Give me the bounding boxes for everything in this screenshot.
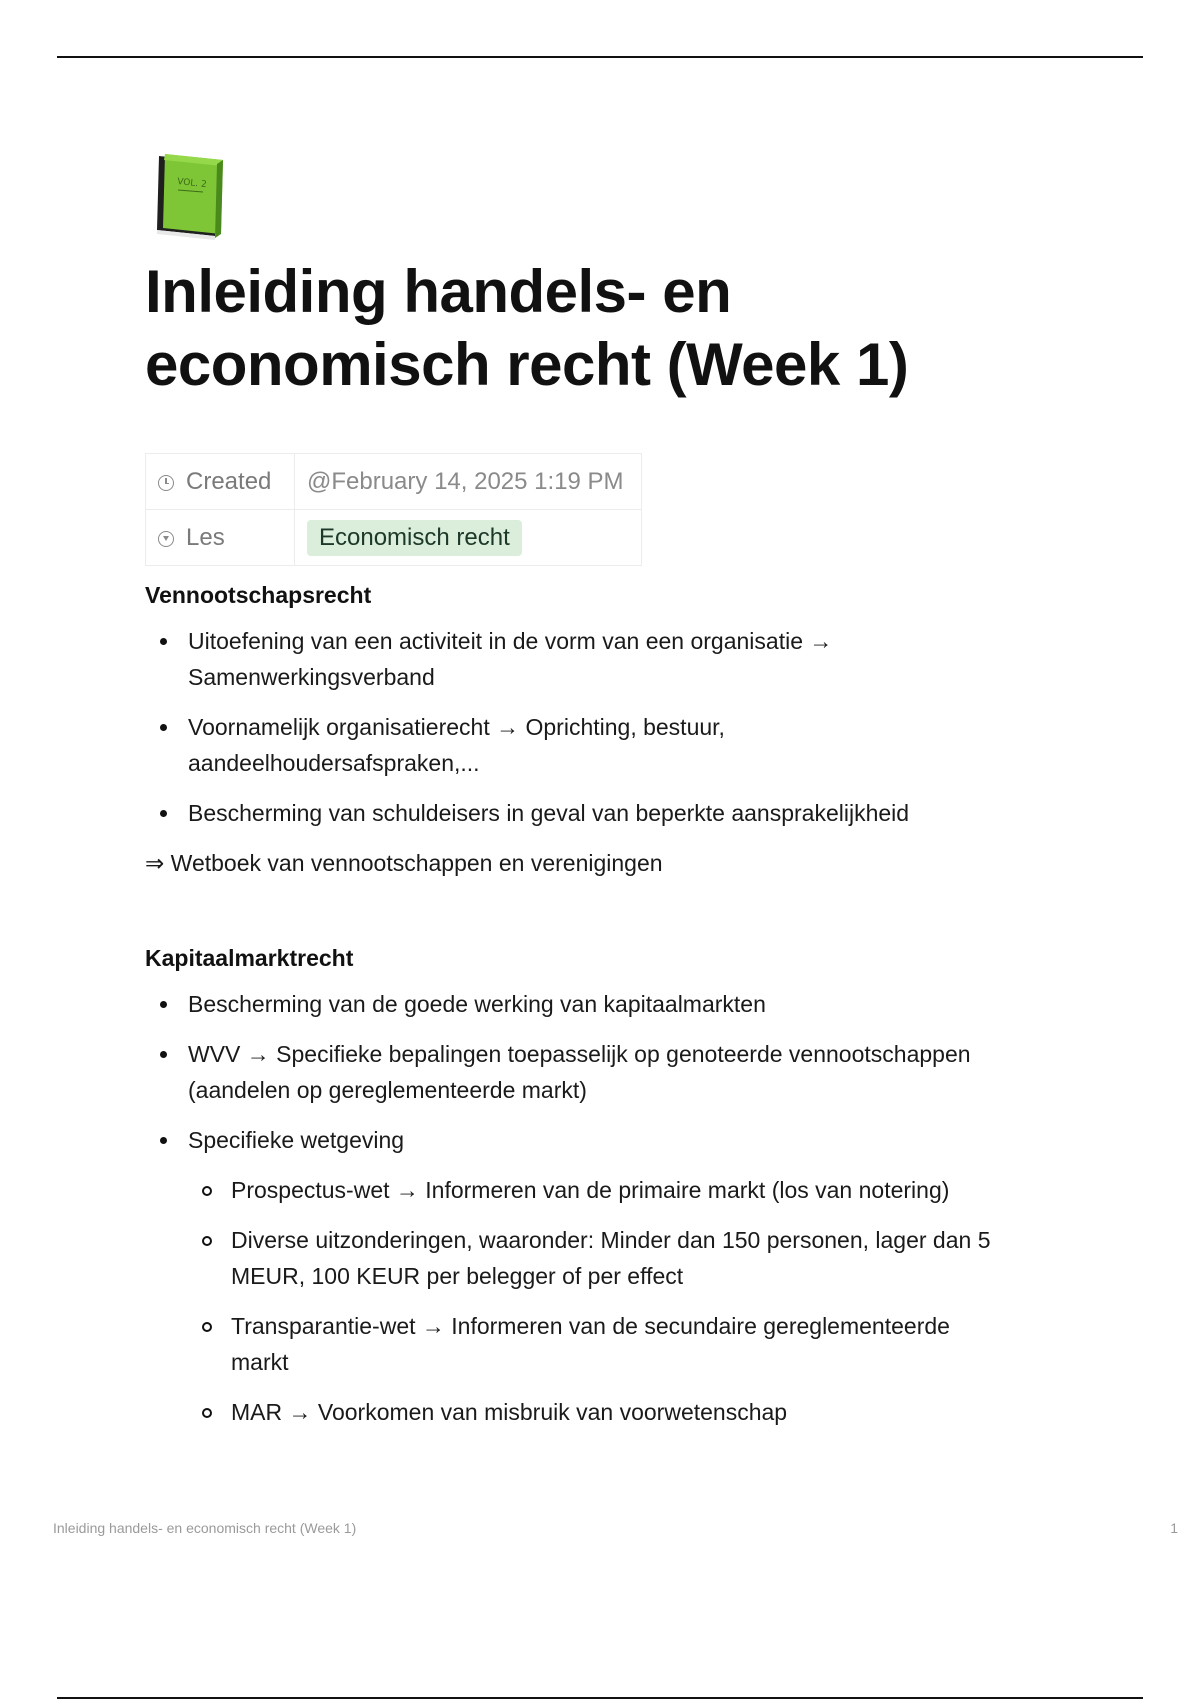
- conclusion-line: ⇒ Wetboek van vennootschappen en verenigingen: [145, 850, 663, 876]
- top-rule: [57, 56, 1143, 58]
- list-item: Voornamelijk organisatierecht → Oprichting, bestuur, aandeelhoudersafspraken,...: [145, 709, 1105, 781]
- heading-vennootschapsrecht: Vennootschapsrecht: [145, 582, 372, 608]
- page-content: [145, 150, 1105, 1430]
- created-date-value[interactable]: @February 14, 2025 1:19 PM: [295, 454, 642, 510]
- svg-text:VOL. 2: VOL. 2: [176, 177, 208, 191]
- page-title: Inleiding handels- en economisch recht (Week 1): [145, 258, 909, 398]
- green-book-icon: [151, 150, 231, 245]
- property-row-les: [146, 510, 642, 566]
- sub-list-item: Transparantie-wet → Informeren van de secundaire gereglementeerde markt: [188, 1308, 1105, 1380]
- list-vennootschapsrecht: [145, 623, 1105, 831]
- clock-icon: [158, 475, 174, 491]
- bottom-rule: [57, 1697, 1143, 1699]
- sublist-specifieke-wetgeving: [188, 1172, 1105, 1430]
- property-row-created: [146, 454, 642, 510]
- list-item: Uitoefening van een activiteit in de vorm van een organisatie → Samenwerkingsverband: [145, 623, 1105, 695]
- list-item: Bescherming van schuldeisers in geval van beperkte aansprakelijkheid: [145, 795, 1105, 831]
- list-item: Bescherming van de goede werking van kapitaalmarkten: [145, 986, 1105, 1022]
- footer-page-number: 1: [1170, 1520, 1178, 1536]
- sub-list-item: Diverse uitzonderingen, waaronder: Minder dan 150 personen, lager dan 5 MEUR, 100 KEUR per belegger of per effect: [188, 1222, 1105, 1294]
- list-item: WVV → Specifieke bepalingen toepasselijk op genoteerde vennootschappen (aandelen op gereglementeerde markt): [145, 1036, 1105, 1108]
- select-icon: [158, 531, 174, 547]
- property-key: Les: [146, 510, 295, 566]
- list-kapitaalmarktrecht: [145, 986, 1105, 1430]
- sub-list-item: Prospectus-wet → Informeren van de primaire markt (los van notering): [188, 1172, 1105, 1208]
- les-value[interactable]: [295, 510, 642, 566]
- footer-title: Inleiding handels- en economisch recht (Week 1): [53, 1520, 357, 1536]
- property-key: Created: [146, 454, 295, 510]
- les-tag[interactable]: Economisch recht: [307, 520, 522, 556]
- sub-list-item: MAR → Voorkomen van misbruik van voorwetenschap: [188, 1394, 1105, 1430]
- properties-table: [145, 453, 642, 566]
- list-item: Specifieke wetgeving Prospectus-wet → Informeren van de primaire markt (los van notering) Diverse uitzonderingen, waaronder: Minder dan 150 personen, lager dan 5 MEUR, 100 KEUR per belegger of per effect Transparantie-wet → Informeren van de secundaire gereglementeerde markt MAR → Voorkomen van misbruik van voorwetenschap: [145, 1122, 1105, 1430]
- heading-kapitaalmarktrecht: Kapitaalmarktrecht: [145, 945, 354, 971]
